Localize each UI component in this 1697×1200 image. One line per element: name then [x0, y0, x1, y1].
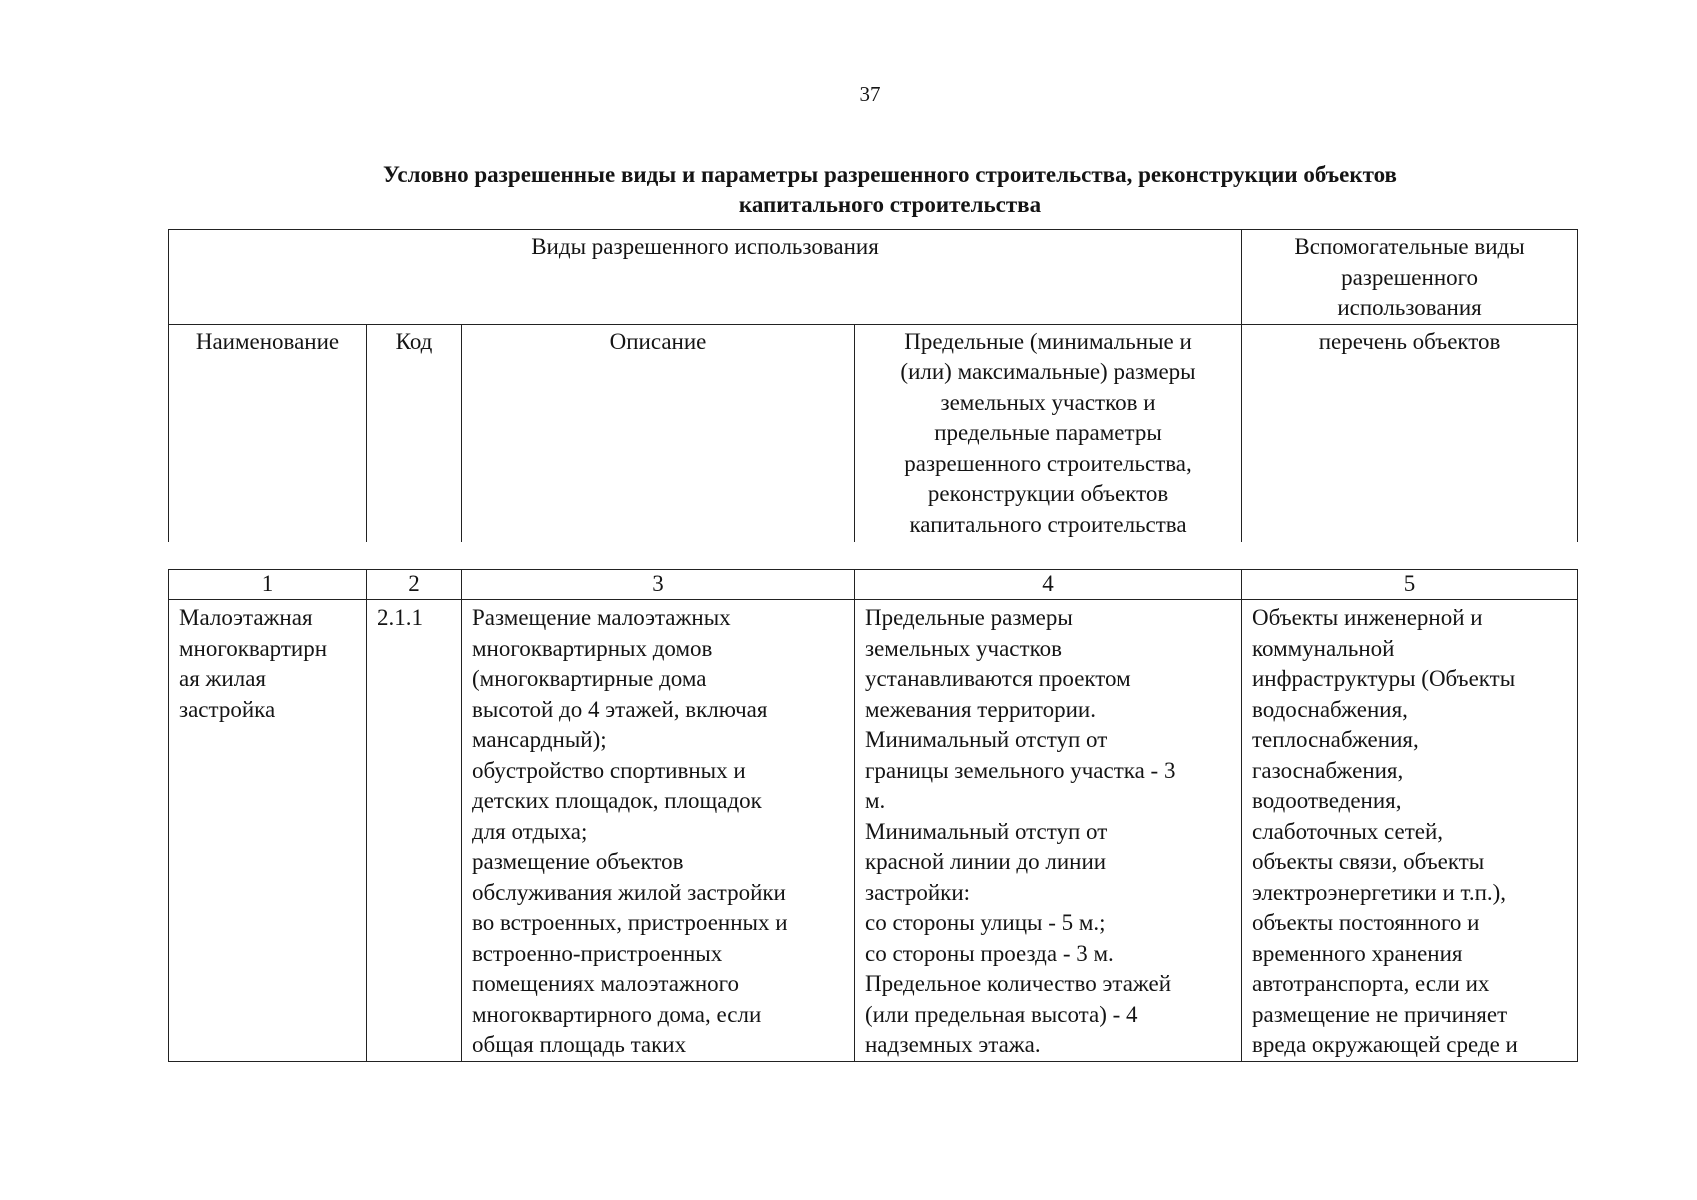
- header-limits-line: капитального строительства: [909, 511, 1187, 537]
- text-line: общая площадь таких: [472, 1032, 687, 1057]
- text-line: коммунальной: [1252, 635, 1395, 661]
- text-line: (или предельная высота) - 4: [865, 1001, 1138, 1027]
- header-col-description: Описание: [462, 324, 855, 542]
- text-line: газоснабжения,: [1252, 757, 1404, 783]
- text-line: м.: [865, 788, 886, 813]
- table-row: [169, 600, 1578, 1062]
- header-main-group: Виды разрешенного использования: [169, 230, 1242, 325]
- text-line: размещение не причиняет: [1252, 1001, 1508, 1027]
- text-line: застройки:: [865, 879, 971, 905]
- text-line: вреда окружающей среде и: [1252, 1032, 1518, 1057]
- cell-name: [169, 600, 367, 1062]
- title-line-2: капитального строительства: [738, 192, 1042, 217]
- header-limits-line: реконструкции объектов: [927, 481, 1169, 506]
- header-aux-line: разрешенного: [1341, 264, 1478, 290]
- text-line: межевания территории.: [865, 696, 1096, 722]
- text-line: устанавливаются проектом: [865, 666, 1131, 691]
- text-line: обслуживания жилой застройки: [472, 879, 786, 905]
- header-aux-line: Вспомогательные виды: [1294, 234, 1525, 259]
- text-line: (многоквартирные дома: [472, 666, 707, 691]
- text-line: помещениях малоэтажного: [472, 971, 740, 996]
- header-columns-row: [169, 324, 1578, 542]
- text-line: водоотведения,: [1252, 788, 1402, 813]
- text-line: надземных этажа.: [865, 1032, 1041, 1057]
- text-line: инфраструктуры (Объекты: [1252, 666, 1516, 691]
- document-title: [240, 160, 1540, 220]
- header-aux-group: [1242, 230, 1578, 325]
- text-line: Малоэтажная: [179, 605, 313, 630]
- text-line: обустройство спортивных и: [472, 757, 746, 783]
- text-line: теплоснабжения,: [1252, 727, 1419, 752]
- text-line: временного хранения: [1252, 940, 1463, 966]
- text-line: Минимальный отступ от: [865, 727, 1108, 752]
- column-number: 1: [169, 570, 367, 600]
- header-limits-line: (или) максимальные) размеры: [900, 359, 1196, 384]
- text-line: объекты постоянного и: [1252, 910, 1480, 935]
- text-line: Объекты инженерной и: [1252, 605, 1483, 630]
- text-line: ая жилая: [179, 666, 267, 691]
- header-limits-line: Предельные (минимальные и: [904, 328, 1192, 354]
- column-number: 3: [462, 570, 855, 600]
- text-line: электроэнергетики и т.п.),: [1252, 879, 1507, 905]
- header-col-code: Код: [367, 324, 462, 542]
- text-line: объекты связи, объекты: [1252, 849, 1485, 874]
- text-line: слаботочных сетей,: [1252, 818, 1444, 844]
- header-limits-line: разрешенного строительства,: [904, 450, 1192, 476]
- column-number: 4: [855, 570, 1242, 600]
- header-col-name: Наименование: [169, 324, 367, 542]
- text-line: застройка: [179, 696, 276, 722]
- column-number: 5: [1242, 570, 1578, 600]
- text-line: встроенно-пристроенных: [472, 940, 723, 966]
- cell-limits: [855, 600, 1242, 1062]
- page-number: 37: [859, 82, 881, 106]
- column-number-row: [169, 570, 1578, 600]
- text-line: Размещение малоэтажных: [472, 605, 731, 630]
- text-line: детских площадок, площадок: [472, 788, 762, 813]
- text-line: высотой до 4 этажей, включая: [472, 696, 768, 722]
- text-line: Предельное количество этажей: [865, 971, 1172, 996]
- header-table: [168, 229, 1578, 542]
- text-line: земельных участков: [865, 635, 1062, 661]
- header-limits-line: предельные параметры: [934, 420, 1162, 445]
- text-line: для отдыха;: [472, 818, 588, 844]
- text-line: со стороны проезда - 3 м.: [865, 940, 1114, 966]
- text-line: Предельные размеры: [865, 605, 1073, 630]
- text-line: многоквартирных домов: [472, 635, 713, 661]
- cell-objects: [1242, 600, 1578, 1062]
- column-number: 2: [367, 570, 462, 600]
- cell-description: [462, 600, 855, 1062]
- text-line: мансардный);: [472, 727, 607, 752]
- header-aux-line: использования: [1337, 295, 1482, 320]
- text-line: красной линии до линии: [865, 849, 1107, 874]
- text-line: многоквартирного дома, если: [472, 1001, 762, 1027]
- header-group-row: [169, 230, 1578, 325]
- body-table: [168, 569, 1578, 1062]
- text-line: водоснабжения,: [1252, 696, 1408, 722]
- text-line: размещение объектов: [472, 849, 684, 874]
- text-line: автотранспорта, если их: [1252, 971, 1490, 996]
- header-limits-line: земельных участков и: [940, 389, 1156, 415]
- cell-code: 2.1.1: [367, 600, 462, 1062]
- header-col-objects: перечень объектов: [1242, 324, 1578, 542]
- title-line-1: Условно разрешенные виды и параметры разрешенного строительства, реконструкции объектов: [383, 162, 1397, 187]
- header-col-limits: [855, 324, 1242, 542]
- text-line: Минимальный отступ от: [865, 818, 1108, 844]
- text-line: границы земельного участка - 3: [865, 757, 1176, 783]
- text-line: со стороны улицы - 5 м.;: [865, 910, 1106, 935]
- text-line: многоквартирн: [179, 635, 328, 661]
- text-line: во встроенных, пристроенных и: [472, 910, 788, 935]
